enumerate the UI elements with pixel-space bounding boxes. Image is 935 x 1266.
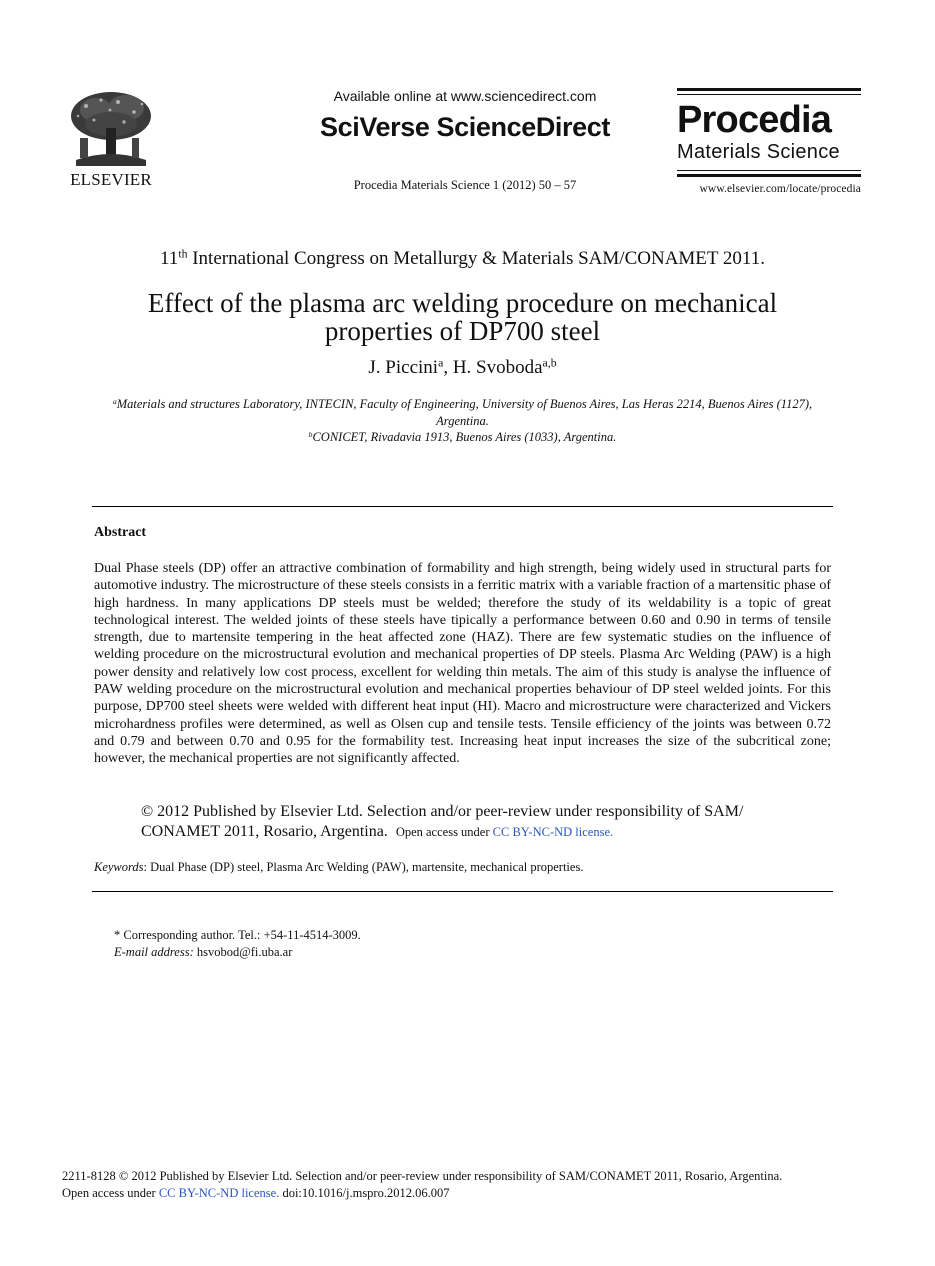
procedia-bottom-rule: [677, 174, 861, 177]
corresponding-author-footnote: [114, 927, 361, 961]
copyright-notice: [141, 802, 801, 842]
keywords-label: Keywords: [94, 860, 144, 874]
abstract-heading: Abstract: [94, 525, 147, 540]
license-link[interactable]: CC BY-NC-ND license.: [492, 825, 614, 839]
affiliation-b: [100, 429, 825, 446]
author-name: H. Svoboda: [452, 357, 543, 378]
congress-line: [0, 248, 925, 270]
author-separator: ,: [443, 357, 453, 378]
journal-reference: Procedia Materials Science 1 (2012) 50 – 57: [353, 178, 577, 192]
elsevier-logo: [64, 88, 158, 190]
email-address[interactable]: hsvobod@fi.uba.ar: [193, 945, 293, 959]
abstract-body: Dual Phase steels (DP) offer an attractive combination of formability and high strength, being widely used in structural parts for automotive industry. The microstructure of these steels consists in a ferritic matrix with a variable fraction of a martensitic phase of high hardness. In many applications DP steels must be welded; therefore the study of its weldability is a topic of great technological interest. The welded joints of these steels have tipically a performance between 0.60 and 0.90 in terms of tensile strength, due to martensite tempering in the heat affected zone (HAZ). There are few systematic studies on the influence of welding procedure on the microstructural evolution and mechanical properties of DP steels. Plasma Arc Welding (PAW) is a high power density and relatively low cost process, excellent for welding thin metals. The aim of this study is analyse the influence of PAW welding procedure on the microstructural evolution and mechanical properties behaviour of DP steel welded joints. For this purpose, DP700 steel sheets were welded with different heat input (HI). Macro and microstructure were characterized and Vickers microhardness profiles were determined, as well as Olsen cup and tensile tests. Tensile efficiency of the joints was between 0.72 and 0.79 and between 0.70 and 0.95 for the formability test. Increasing heat input increases the size of the subcritical zone; however, the mechanical properties are not significantly affected.: [94, 561, 831, 767]
email-label: E-mail address:: [114, 945, 194, 959]
keywords: [94, 860, 583, 875]
open-access-label: Open access under: [395, 825, 493, 839]
footer-copyright: 2211-8128 © 2012 Published by Elsevier Ltd. Selection and/or peer-review under responsibility of SAM/CONAMET 2011, Rosario, Argentina.: [62, 1169, 783, 1183]
congress-ordinal: th: [178, 247, 188, 261]
corresponding-author: * Corresponding author. Tel.: +54-11-4514-3009.: [114, 928, 361, 942]
affiliation-text: CONICET, Rivadavia 1913, Buenos Aires (1033), Argentina.: [312, 430, 617, 444]
copyright-text: © 2012 Published by Elsevier Ltd. Selection and/or peer-review under responsibility of SAM/ CONAMET 2011, Rosario, Argentina.: [141, 803, 744, 840]
page-footer: [62, 1168, 782, 1202]
procedia-bottom-rule-thin: [677, 170, 861, 171]
congress-number: 11: [160, 248, 179, 269]
congress-name: International Congress on Metallurgy & Materials SAM/CONAMET 2011.: [187, 248, 765, 269]
affiliation-mark: a: [112, 396, 117, 406]
procedia-name: Procedia: [677, 99, 832, 141]
elsevier-wordmark: ELSEVIER: [70, 170, 152, 189]
author-list: [0, 357, 925, 379]
footer-access-line: [62, 1185, 782, 1202]
keywords-text: : Dual Phase (DP) steel, Plasma Arc Welding (PAW), martensite, mechanical properties.: [143, 860, 584, 874]
divider-top: [92, 506, 833, 507]
footer-open-access-label: Open access under: [62, 1186, 159, 1200]
affiliation-text: Materials and structures Laboratory, INTECIN, Faculty of Engineering, University of Buenos Aires, Las Heras 2214, Buenos Aires (1127), Argentina.: [116, 397, 813, 428]
sciverse-sciencedirect-logo: SciVerse ScienceDirect: [320, 112, 610, 142]
procedia-top-rule: [677, 88, 861, 91]
affiliation-a: [100, 396, 825, 429]
affiliations: [100, 396, 825, 446]
affiliation-mark: b: [308, 429, 313, 439]
paper-title: Effect of the plasma arc welding procedure on mechanical properties of DP700 steel: [147, 288, 778, 346]
email-line: [114, 944, 361, 961]
author-affiliation-mark: a,b: [542, 356, 557, 370]
divider-bottom: [92, 891, 833, 892]
procedia-url[interactable]: www.elsevier.com/locate/procedia: [699, 183, 861, 195]
procedia-logo: [677, 88, 861, 195]
author-affiliation-mark: a: [438, 356, 444, 370]
elsevier-tree-icon: [66, 88, 156, 168]
available-online: Available online at www.sciencedirect.com: [333, 88, 597, 104]
procedia-top-rule-thin: [677, 94, 861, 95]
author-name: J. Piccini: [368, 357, 439, 378]
footer-license-link[interactable]: CC BY-NC-ND license.: [158, 1186, 280, 1200]
procedia-subtitle: Materials Science: [677, 141, 840, 163]
footer-doi: doi:10.1016/j.mspro.2012.06.007: [279, 1186, 450, 1200]
